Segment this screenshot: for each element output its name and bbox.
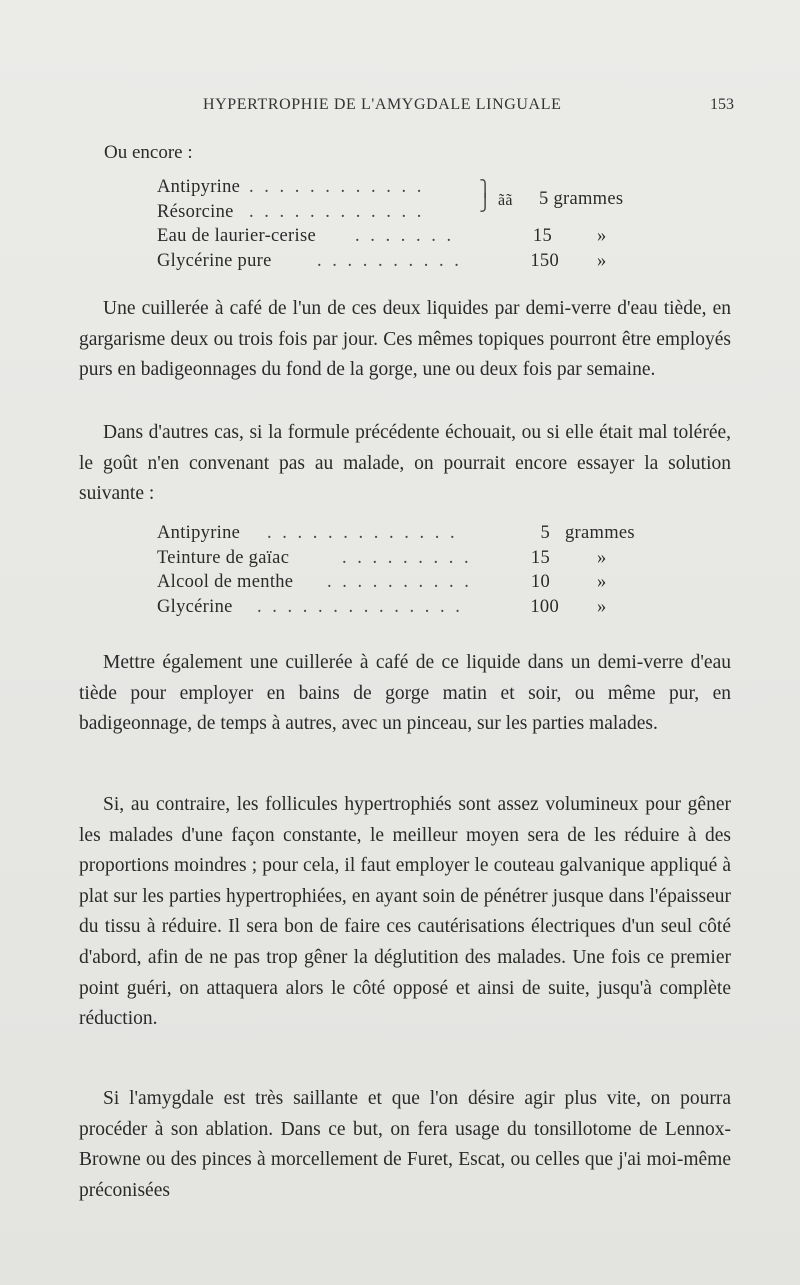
running-title: HYPERTROPHIE DE L'AMYGDALE LINGUALE bbox=[203, 96, 562, 113]
ingredient-name: Résorcine bbox=[157, 201, 234, 222]
paragraph-application: Mettre également une cuillerée à café de ce liquide dans un demi-verre d'eau tiède pour employer en bains de gorge matin et soir, ou même pur, en badigeonnage, de temps à autres, avec un pinceau, sur les parties malades. bbox=[79, 652, 731, 735]
leader-dots: . . . . . . . . . bbox=[342, 547, 472, 568]
leader-dots: . . . . . . . . . . . . bbox=[249, 177, 425, 197]
ingredient-name: Antipyrine bbox=[157, 177, 241, 197]
ingredient-name: Antipyrine bbox=[157, 523, 241, 543]
leader-dots: . . . . . . . . . . bbox=[327, 572, 472, 592]
ingredient-name: Eau de laurier-cerise bbox=[157, 226, 316, 246]
paragraph-alternative: Dans d'autres cas, si la formule précédente échouait, ou si elle était mal tolérée, le goût n'en convenant pas au malade, on pourrait encore essayer la solution suivante : bbox=[79, 422, 731, 505]
ingredient-name: Glycérine bbox=[157, 596, 233, 617]
ingredient-name: Alcool de menthe bbox=[157, 572, 294, 592]
recipe-2-row bbox=[157, 572, 677, 597]
ingredient-quantity: 150 bbox=[530, 250, 559, 271]
ingredient-quantity: 100 bbox=[530, 596, 559, 617]
ingredient-unit: » bbox=[597, 250, 607, 271]
paragraph-gargle: Une cuillerée à café de l'un de ces deux liquides par demi-verre d'eau tiède, en gargarisme deux ou trois fois par jour. Ces mêmes topiques pourront être employés purs en badigeonnages du fond de la gorge, une ou deux fois par semaine. bbox=[79, 298, 731, 381]
shared-marker: ãã bbox=[498, 192, 513, 209]
ingredient-quantity: 15 bbox=[530, 547, 550, 568]
leader-dots: . . . . . . . . . . . . . . bbox=[257, 596, 463, 617]
ingredient-unit: » bbox=[597, 596, 607, 617]
intro-line: Ou encore : bbox=[104, 142, 193, 163]
recipe-2-row bbox=[157, 548, 677, 573]
ingredient-unit: grammes bbox=[565, 523, 635, 543]
ingredient-unit: » bbox=[597, 547, 607, 568]
page-header bbox=[0, 96, 800, 120]
leader-dots: . . . . . . . . . . bbox=[317, 250, 462, 271]
ingredient-name: Glycérine pure bbox=[157, 250, 272, 271]
recipe-2-row bbox=[157, 597, 677, 622]
recipe-1 bbox=[157, 177, 677, 275]
recipe-1-row bbox=[157, 226, 677, 251]
grouping-brace: ⎫ ⎭ bbox=[479, 181, 492, 212]
ingredient-quantity: 10 bbox=[530, 572, 550, 592]
leader-dots: . . . . . . . . . . . . . bbox=[267, 523, 458, 543]
recipe-1-row bbox=[157, 251, 677, 276]
page-number: 153 bbox=[710, 96, 734, 113]
ingredient-quantity: 5 bbox=[540, 523, 550, 543]
recipe-2 bbox=[157, 523, 677, 621]
leader-dots: . . . . . . . bbox=[355, 226, 455, 246]
ingredient-name: Teinture de gaïac bbox=[157, 547, 290, 568]
ingredient-unit: » bbox=[597, 226, 607, 246]
shared-quantity: 5 grammes bbox=[539, 189, 624, 209]
leader-dots: . . . . . . . . . . . . bbox=[249, 201, 425, 222]
paragraph-galvanocautery: Si, au contraire, les follicules hypertrophiés sont assez volumineux pour gêner les malades d'une façon constante, le meilleur moyen sera de les réduire à des proportions moindres ; pour cela, il faut employer le couteau galvanique appliqué à plat sur les parties hypertrophiées, en ayant soin de pénétrer jusque dans l'épaisseur du tissu à réduire. Il sera bon de faire ces cautérisations électriques d'un seul côté d'abord, afin de ne pas trop gêner la déglutition des malades. Une fois ce premier point guéri, on attaquera alors le côté opposé et ainsi de suite, jusqu'à complète réduction. bbox=[79, 794, 731, 1030]
paragraph-ablation: Si l'amygdale est très saillante et que l'on désire agir plus vite, on pourra procéder à son ablation. Dans ce but, on fera usage du tonsillotome de Lennox-Browne ou des pinces à morcellement de Furet, Escat, ou celles que j'ai moi-même préconisées bbox=[79, 1088, 731, 1201]
ingredient-quantity: 15 bbox=[532, 226, 552, 246]
recipe-2-row bbox=[157, 523, 677, 548]
ingredient-unit: » bbox=[597, 572, 607, 592]
